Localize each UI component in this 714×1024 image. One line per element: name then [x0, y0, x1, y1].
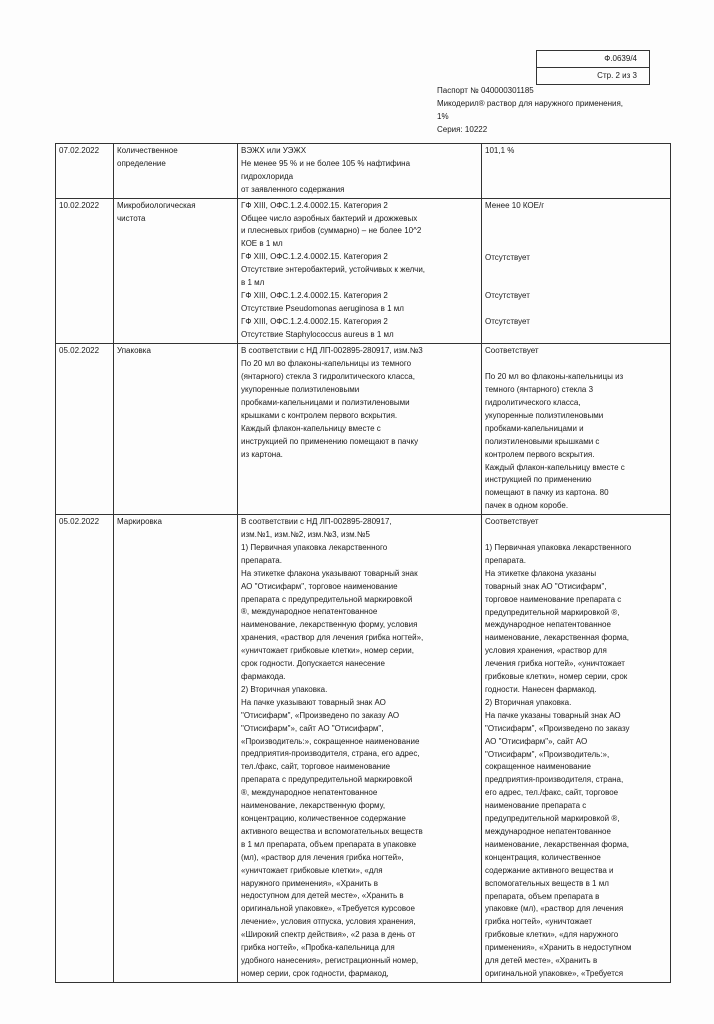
cell-line: Отсутствует [485, 291, 530, 301]
cell-line: содержание активного вещества и [485, 865, 614, 875]
test-result [482, 344, 671, 515]
cell-line [485, 358, 667, 371]
cell-line: препарата с предупредительной маркировкой [241, 594, 413, 604]
test-name [114, 344, 238, 515]
form-number: Ф.0639/4 [604, 54, 637, 63]
test-requirement [238, 144, 482, 199]
cell-line: 10.02.2022 [59, 200, 100, 210]
cell-line: наименование, лекарственную форму, [241, 801, 386, 811]
cell-line: ГФ XIII, ОФС.1.2.4.0002.15. Категория 2 [241, 290, 388, 300]
cell-line: (янтарного) стекла 3 гидролитического класса, [241, 372, 415, 382]
test-name [114, 144, 238, 199]
cell-line: КОЕ в 1 мл [241, 239, 283, 249]
test-name [114, 515, 238, 983]
series-number: Серия: 10222 [437, 125, 488, 134]
cell-line: вспомогательных веществ в 1 мл [485, 878, 609, 888]
cell-line: предупредительной маркировкой ®, [485, 814, 620, 824]
cell-line: гидролитического класса, [485, 397, 581, 407]
product-name: Микодерил® раствор для наружного применения, [437, 99, 624, 108]
cell-line: "Отисифарм", «Произведено по заказу [485, 723, 630, 733]
cell-line: лечение», условия отпуска, условия хранения, [241, 917, 416, 927]
cell-line: 05.02.2022 [59, 517, 100, 527]
cell-line: Количественное [117, 146, 178, 155]
cell-line: упаковке (мл), «раствор для лечения [485, 904, 624, 914]
cell-line: ГФ XIII, ОФС.1.2.4.0002.15. Категория 2 [241, 316, 388, 326]
cell-line: полиэтиленовыми крышками с [485, 436, 600, 446]
cell-line: Менее 10 КОЕ/г [485, 200, 545, 210]
cell-line: ГФ XIII, ОФС.1.2.4.0002.15. Категория 2 [241, 252, 388, 262]
cell-line: грибковые клетки», «для наружного [485, 930, 619, 940]
cell-line: Соответствует [485, 346, 539, 356]
cell-line: Отсутствие энтеробактерий, устойчивых к желчи, [241, 265, 426, 275]
cell-line: грибка ногтей», «уничтожает [485, 917, 593, 927]
cell-line: активного вещества и вспомогательных веществ [241, 826, 423, 836]
cell-line: наименование, лекарственная форма, [485, 633, 629, 643]
cell-line: инструкцией по применению [485, 475, 592, 485]
cell-line: "Отисифарм"», сайт АО "Отисифарм", [241, 723, 384, 733]
cell-line: "Отисифарм", «Произведено по заказу АО [241, 710, 400, 720]
cell-line: 1) Первичная упаковка лекарственного [485, 543, 632, 553]
cell-line: Отсутствует [485, 252, 530, 262]
cell-line: товарный знак АО "Отисифарм", [485, 581, 607, 591]
cell-line: 2) Вторичная упаковка. [241, 684, 328, 694]
cell-line [485, 264, 667, 277]
cell-line: пробками-капельницами и полиэтиленовыми [241, 397, 410, 407]
page-number: Стр. 2 из 3 [537, 67, 649, 84]
cell-line: оригинальной упаковке», «Требуется курсовое [241, 904, 415, 914]
cell-line: помещают в пачку из картона. 80 [485, 488, 609, 498]
cell-line: По 20 мл во флаконы-капельницы из темного [241, 359, 412, 369]
cell-line: наименование, лекарственная форма, [485, 839, 629, 849]
cell-line [485, 303, 667, 316]
cell-line: В соответствии с НД ЛП-002895-280917, изм.№3 [241, 346, 423, 356]
cell-line: На этикетке флакона указаны [485, 568, 597, 578]
cell-line: номер серии, срок годности, фармакод, [241, 968, 389, 978]
cell-line: Микробиологическая [117, 200, 196, 210]
cell-line: определение [117, 158, 166, 168]
cell-line: годности. Нанесен фармакод. [485, 685, 597, 694]
test-date [56, 198, 114, 344]
test-result [482, 515, 671, 983]
cell-line: укупоренные полиэтиленовыми [485, 410, 604, 420]
cell-line: тел./факс, сайт, торговое наименование [241, 762, 391, 772]
cell-line: препарата. [241, 555, 282, 565]
cell-line: международное непатентованное [485, 826, 611, 836]
cell-line [485, 329, 667, 342]
cell-line: 07.02.2022 [59, 146, 100, 155]
cell-line: АО "Отисифарм"», сайт АО [485, 736, 588, 746]
cell-line: инструкцией по применению помещают в пачку [241, 436, 419, 446]
cell-line: 1) Первичная упаковка лекарственного [241, 542, 388, 552]
cell-line: международное непатентованное [485, 620, 611, 630]
table-row [56, 198, 671, 344]
test-results-table [55, 143, 671, 983]
cell-line: применения», «Хранить в недоступном [485, 943, 632, 953]
test-date [56, 515, 114, 983]
cell-line: грибка ногтей», «Пробка-капельница для [241, 943, 395, 953]
cell-line: фармакода. [241, 672, 286, 681]
test-name [114, 198, 238, 344]
cell-line: препарата. [485, 555, 526, 565]
cell-line: укупоренные полиэтиленовыми [241, 384, 360, 394]
table-row [56, 344, 671, 515]
cell-line: его адрес, тел./факс, сайт, торговое [485, 788, 619, 798]
cell-line: Соответствует [485, 517, 539, 527]
cell-line: лечения грибка ногтей», «уничтожает [485, 659, 625, 669]
passport-number: Паспорт № 040000301185 [437, 86, 534, 95]
cell-line: Упаковка [117, 346, 151, 356]
cell-line: недоступном для детей месте», «Хранить в [241, 891, 404, 901]
cell-line: В соответствии с НД ЛП-002895-280917, [241, 517, 392, 527]
cell-line: гидрохлорида [241, 171, 294, 181]
cell-line: для детей месте», «Хранить в [485, 956, 598, 966]
cell-line: срок годности. Допускается нанесение [241, 659, 385, 669]
cell-line: препарата, объем препарата в [485, 891, 600, 901]
cell-line: пробками-капельницами и [485, 423, 584, 433]
cell-line: пачек в одном коробе. [485, 501, 569, 511]
cell-line: изм.№1, изм.№2, изм.№3, изм.№5 [241, 530, 370, 540]
cell-line: ГФ XIII, ОФС.1.2.4.0002.15. Категория 2 [241, 200, 388, 210]
test-date [56, 344, 114, 515]
cell-line: 2) Вторичная упаковка. [485, 697, 572, 707]
cell-line: Каждый флакон-капельницу вместе с [241, 423, 381, 433]
cell-line: в 1 мл [241, 278, 265, 288]
table-row [56, 144, 671, 199]
test-requirement [238, 198, 482, 344]
test-result [482, 144, 671, 199]
cell-line: наружного применения», «Хранить в [241, 878, 379, 888]
cell-line: предприятия-производителя, страна, его адрес, [241, 749, 420, 759]
cell-line [485, 239, 667, 252]
test-result [482, 198, 671, 344]
test-date [56, 144, 114, 199]
cell-line: «уничтожает грибковые клетки», номер серии, [241, 646, 414, 656]
cell-line: сокращенное наименование [485, 762, 591, 772]
cell-line: ®, международное непатентованное [241, 607, 378, 617]
test-requirement [238, 344, 482, 515]
cell-line: предприятия-производителя, страна, [485, 775, 624, 785]
cell-line [485, 226, 667, 239]
cell-line: темного (янтарного) стекла 3 [485, 385, 594, 395]
cell-line: «Широкий спектр действия», «2 раза в день от [241, 930, 416, 940]
table-row [56, 515, 671, 983]
cell-line: в 1 мл препарата, объем препарата в упаковке [241, 839, 417, 849]
cell-line: ®, международное непатентованное [241, 788, 378, 798]
cell-line: препарата с предупредительной маркировкой [241, 775, 413, 785]
cell-line: Отсутствие Pseudomonas aeruginosa в 1 мл [241, 303, 404, 313]
cell-line: предупредительной маркировкой ®, [485, 607, 620, 617]
cell-line [485, 277, 667, 290]
cell-line: крышками с контролем первого вскрытия. [241, 410, 398, 420]
cell-line: Маркировка [117, 517, 162, 527]
cell-line: концентрацию, количественное содержание [241, 813, 406, 823]
cell-line: Общее число аэробных бактерий и дрожжевых [241, 213, 418, 223]
cell-line: По 20 мл во флаконы-капельницы из [485, 372, 624, 382]
cell-line: от заявленного содержания [241, 184, 345, 194]
cell-line: торговое наименование препарата с [485, 594, 622, 604]
cell-line [485, 213, 667, 226]
cell-line: "Отисифарм", «Производитель:», [485, 749, 610, 759]
cell-line: На пачке указывают товарный знак АО [241, 697, 386, 707]
cell-line: чистота [117, 213, 146, 223]
cell-line: и плесневых грибов (суммарно) – не более 10^2 [241, 226, 422, 236]
cell-line: Каждый флакон-капельницу вместе с [485, 462, 625, 472]
cell-line: На этикетке флакона указывают товарный знак [241, 568, 418, 578]
cell-line: АО "Отисифарм", торговое наименование [241, 581, 398, 591]
cell-line: На пачке указаны товарный знак АО [485, 710, 621, 720]
passport-header [437, 84, 677, 136]
cell-line: условия хранения, «раствор для [485, 646, 607, 656]
cell-line: оригинальной упаковке», «Требуется [485, 968, 624, 978]
test-requirement [238, 515, 482, 983]
cell-line [485, 529, 667, 542]
cell-line: «уничтожает грибковые клетки», «для [241, 865, 383, 875]
cell-line: из картона. [241, 449, 283, 459]
cell-line: наименование, лекарственную форму, условия [241, 620, 418, 630]
cell-line: наименование препарата с [485, 801, 587, 811]
cell-line: удобного нанесения», регистрационный номер, [241, 955, 419, 965]
cell-line: концентрация, количественное [485, 852, 601, 862]
cell-line: Отсутствует [485, 317, 530, 327]
cell-line: 05.02.2022 [59, 346, 100, 356]
product-concentration: 1% [437, 112, 449, 121]
cell-line: ВЭЖХ или УЭЖХ [241, 146, 307, 155]
cell-line: хранения, «раствор для лечения грибка ногтей», [241, 633, 424, 643]
cell-line: Не менее 95 % и не более 105 % нафтифина [241, 158, 411, 168]
cell-line: Отсутствие Staphylococcus aureus в 1 мл [241, 329, 394, 339]
form-code-box [536, 50, 650, 85]
cell-line: 101,1 % [485, 146, 515, 155]
cell-line: грибковые клетки», номер серии, срок [485, 672, 628, 682]
cell-line: «Производитель:», сокращенное наименование [241, 736, 420, 746]
cell-line: (мл), «раствор для лечения грибка ногтей», [241, 852, 404, 862]
cell-line: контролем первого вскрытия. [485, 449, 595, 459]
